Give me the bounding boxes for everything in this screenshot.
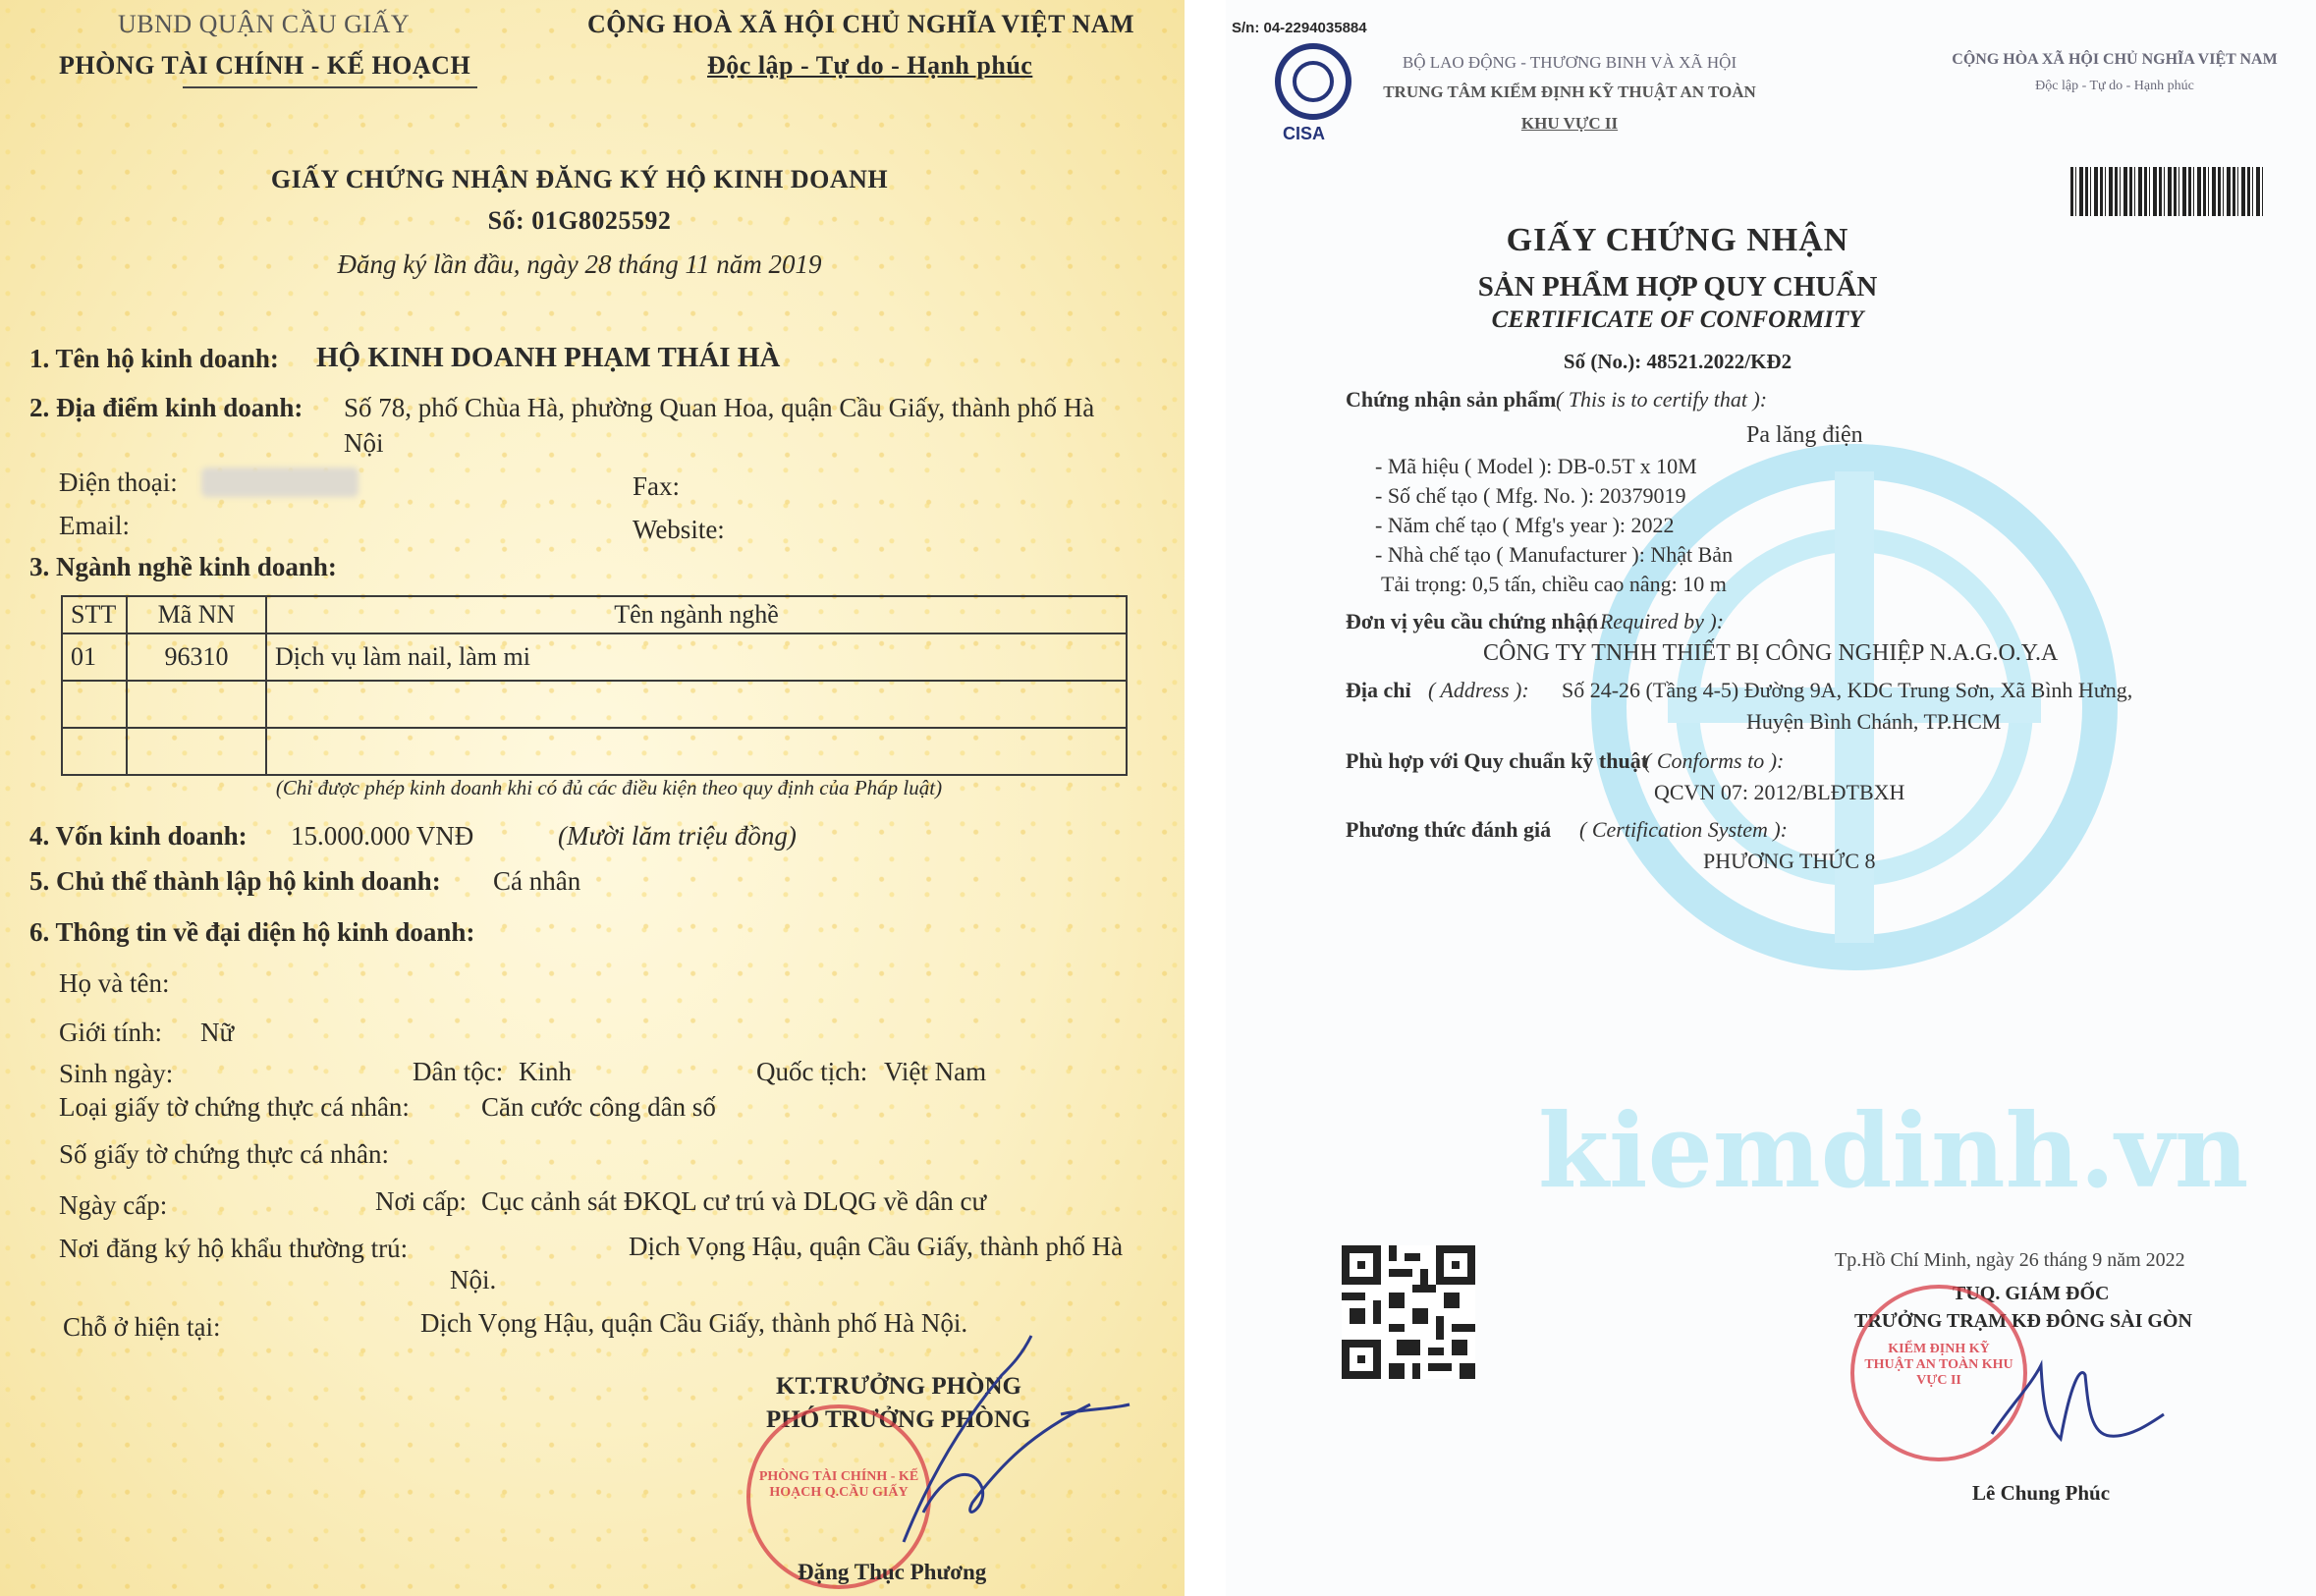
capital-in-words: (Mười lăm triệu đồng) — [558, 821, 797, 851]
sign-title2: PHÓ TRƯỞNG PHÒNG — [766, 1406, 1031, 1433]
table-header: Mã NN — [127, 596, 266, 633]
address-label-en: ( Address ): — [1428, 678, 1529, 702]
section1-label: 1. Tên hộ kinh doanh: — [29, 344, 279, 373]
center-name: TRUNG TÂM KIỂM ĐỊNH KỸ THUẬT AN TOÀN — [1383, 83, 1756, 101]
manufacturer-line: - Nhà chế tạo ( Manufacturer ): Nhật Bản — [1375, 542, 1734, 567]
email-label: Email: — [59, 511, 130, 540]
id-type-label: Loại giấy tờ chứng thực cá nhân: — [59, 1092, 410, 1122]
issue-date-label: Ngày cấp: — [59, 1190, 168, 1220]
first-registration-date: Đăng ký lần đầu, ngày 28 tháng 11 năm 2019 — [337, 249, 822, 279]
product-label-en: ( This is to certify that ): — [1556, 387, 1768, 412]
right-sign-title1: TUQ. GIÁM ĐỐC — [1953, 1283, 2110, 1304]
right-title: GIẤY CHỨNG NHẬN — [1506, 222, 1849, 258]
requester-label-en: ( Required by ): — [1587, 609, 1725, 633]
product-label: Chứng nhận sản phẩm — [1346, 387, 1557, 412]
residence-label: Nơi đăng ký hộ khẩu thường trú: — [59, 1234, 409, 1263]
right-national-motto: Độc lập - Tự do - Hạnh phúc — [2035, 79, 2194, 93]
right-stamp-text: KIỂM ĐỊNH KỸ THUẬT AN TOÀN KHU VỰC II — [1864, 1342, 2013, 1388]
method-value: PHƯƠNG THỨC 8 — [1703, 849, 1876, 873]
authority-line1: UBND QUẬN CẦU GIẤY — [118, 10, 411, 38]
dob-label: Sinh ngày: — [59, 1059, 174, 1088]
address-label: Địa chỉ — [1346, 678, 1411, 702]
issue-place-value: Cục cảnh sát ĐKQL cư trú và DLQG về dân cư — [481, 1186, 987, 1216]
sign-title1: KT.TRƯỞNG PHÒNG — [776, 1373, 1021, 1400]
ministry-name: BỘ LAO ĐỘNG - THƯƠNG BINH VÀ XÃ HỘI — [1402, 53, 1737, 72]
id-type-value: Căn cước công dân số — [481, 1092, 716, 1122]
table-header-row — [62, 596, 1127, 633]
table-cell-name: Dịch vụ làm nail, làm mi — [266, 633, 1127, 681]
table-row — [62, 728, 1127, 775]
right-number: Số (No.): 48521.2022/KĐ2 — [1563, 350, 1792, 373]
capital-amount: 15.000.000 VNĐ — [291, 821, 474, 851]
section3-label: 3. Ngành nghề kinh doanh: — [29, 552, 337, 581]
signer-name: Đặng Thục Phương — [798, 1560, 987, 1584]
product-name: Pa lăng điện — [1746, 422, 1863, 448]
issue-place-label: Nơi cấp: — [375, 1186, 467, 1216]
signature-right — [1972, 1346, 2169, 1463]
certificate-number: Số: 01G8025592 — [487, 206, 672, 235]
phone-label: Điện thoại: — [59, 468, 178, 497]
table-cell-stt: 01 — [62, 633, 127, 681]
cisa-logo-icon — [1275, 43, 1351, 120]
issue-date-place: Tp.Hồ Chí Minh, ngày 26 tháng 9 năm 2022 — [1835, 1249, 2185, 1271]
national-motto: Độc lập - Tự do - Hạnh phúc — [707, 51, 1033, 80]
region-name: KHU VỰC II — [1520, 114, 1619, 133]
fax-label: Fax: — [633, 471, 681, 501]
conform-label: Phù hợp với Quy chuẩn kỹ thuật — [1346, 748, 1649, 773]
requester-name: CÔNG TY TNHH THIẾT BỊ CÔNG NGHIỆP N.A.G.O.Y.A — [1483, 640, 2059, 666]
current-address-value: Dịch Vọng Hậu, quận Cầu Giấy, thành phố Hà Nội. — [420, 1308, 968, 1338]
address-line1: Số 24-26 (Tầng 4-5) Đường 9A, KDC Trung Sơn, Xã Bình Hưng, — [1562, 678, 2133, 702]
load-line: Tải trọng: 0,5 tấn, chiều cao nâng: 10 m — [1381, 572, 1727, 596]
conform-label-en: ( Conforms to ): — [1644, 748, 1785, 773]
name-label: Họ và tên: — [59, 968, 170, 998]
right-sign-title2: TRƯỞNG TRẠM KĐ ĐÔNG SÀI GÒN — [1854, 1310, 2192, 1332]
address-line2: Huyện Bình Chánh, TP.HCM — [1746, 709, 2002, 734]
serial-number: S/n: 04-2294035884 — [1232, 20, 1367, 36]
current-address-label: Chỗ ở hiện tại: — [63, 1312, 221, 1342]
model-line: - Mã hiệu ( Model ): DB-0.5T x 10M — [1375, 454, 1697, 478]
section2-label: 2. Địa điểm kinh doanh: — [29, 393, 303, 422]
conform-value: QCVN 07: 2012/BLĐTBXH — [1654, 780, 1905, 804]
website-label: Website: — [633, 515, 725, 544]
stamp-text: PHÒNG TÀI CHÍNH - KẾ HOẠCH Q.CẦU GIẤY — [758, 1469, 919, 1500]
business-address-line1: Số 78, phố Chùa Hà, phường Quan Hoa, quận Cầu Giấy, thành phố Hà — [344, 393, 1095, 422]
section6-label: 6. Thông tin về đại diện hộ kinh doanh: — [29, 917, 475, 947]
redacted-phone — [201, 468, 358, 497]
right-subtitle: SẢN PHẨM HỢP QUY CHUẨN — [1477, 271, 1878, 303]
watermark-text: kiemdinh.vn — [1538, 1090, 2249, 1211]
ethnic-label: Dân tộc: — [413, 1057, 504, 1086]
gender-label: Giới tính: — [59, 1018, 163, 1047]
nationality-label: Quốc tịch: — [756, 1057, 868, 1086]
table-row — [62, 633, 1127, 681]
business-name: HỘ KINH DOANH PHẠM THÁI HÀ — [316, 342, 781, 373]
method-label: Phương thức đánh giá — [1346, 817, 1552, 842]
nationality-value: Việt Nam — [884, 1057, 987, 1086]
national-title: CỘNG HOÀ XÃ HỘI CHỦ NGHĨA VIỆT NAM — [587, 10, 1135, 38]
right-subtitle-en: CERTIFICATE OF CONFORMITY — [1491, 306, 1864, 333]
qr-code-icon — [1342, 1245, 1475, 1379]
table-header: Tên ngành nghề — [266, 596, 1127, 633]
section4-label: 4. Vốn kinh doanh: — [29, 821, 248, 851]
table-note: (Chỉ được phép kinh doanh khi có đủ các điều kiện theo quy định của Pháp luật) — [275, 776, 943, 799]
certificate-title: GIẤY CHỨNG NHẬN ĐĂNG KÝ HỘ KINH DOANH — [270, 165, 889, 193]
conformity-certificate — [1226, 0, 2316, 1596]
table-cell-code: 96310 — [127, 633, 266, 681]
cisa-logo-label: CISA — [1283, 124, 1326, 143]
business-address-line2: Nội — [344, 428, 384, 458]
requester-label: Đơn vị yêu cầu chứng nhận — [1346, 609, 1599, 633]
right-signer-name: Lê Chung Phúc — [1972, 1481, 2111, 1505]
right-national-title: CỘNG HÒA XÃ HỘI CHỦ NGHĨA VIỆT NAM — [1952, 51, 2278, 68]
table-header: STT — [62, 596, 127, 633]
authority-underline — [183, 86, 477, 88]
residence-value-line2: Nội. — [450, 1265, 497, 1294]
id-number-label: Số giấy tờ chứng thực cá nhân: — [59, 1139, 389, 1169]
table-row — [62, 681, 1127, 728]
ethnic-value: Kinh — [519, 1057, 572, 1086]
gender-value: Nữ — [200, 1018, 235, 1047]
barcode — [2070, 167, 2263, 216]
authority-line2: PHÒNG TÀI CHÍNH - KẾ HOẠCH — [59, 51, 471, 80]
signature-left — [864, 1316, 1159, 1552]
method-label-en: ( Certification System ): — [1579, 817, 1789, 842]
founder-type: Cá nhân — [493, 866, 581, 896]
residence-value-line1: Dịch Vọng Hậu, quận Cầu Giấy, thành phố Hà — [629, 1232, 1124, 1261]
mfg-no-line: - Số chế tạo ( Mfg. No. ): 20379019 — [1375, 483, 1686, 508]
section5-label: 5. Chủ thể thành lập hộ kinh doanh: — [29, 866, 441, 896]
mfg-year-line: - Năm chế tạo ( Mfg's year ): 2022 — [1375, 513, 1675, 537]
business-lines-table — [61, 595, 1128, 776]
